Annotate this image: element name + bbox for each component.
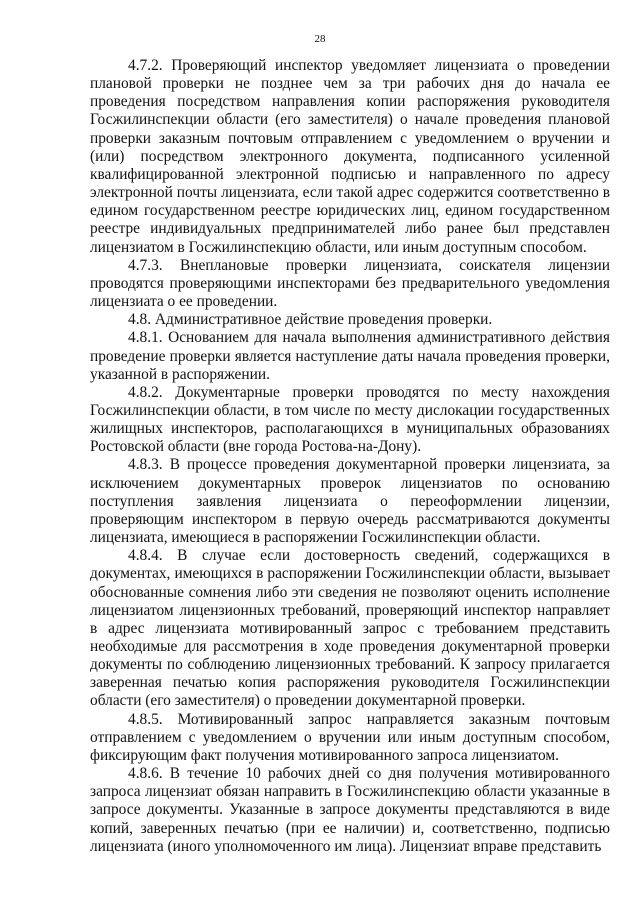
paragraph-4-7-3: 4.7.3. Внеплановые проверки лицензиата, соискателя лицензии проводятся проверяющими инспекторами без предварительного уведомления лицензиата о ее проведении. — [90, 256, 610, 311]
paragraph-4-8-6: 4.8.6. В течение 10 рабочих дней со дня получения мотивированного запроса лицензиат обязан направить в Госжилинспекцию области указанные в запросе документы. Указанные в запросе документы представляются в виде копий, заверенных печатью (при ее наличии) и, соответственно, подписью лицензиата (иного уполномоченного им лица). Лицензиат вправе представить — [90, 765, 610, 855]
page-number: 28 — [314, 33, 326, 45]
paragraph-4-8-4: 4.8.4. В случае если достоверность сведений, содержащихся в документах, имеющихся в распоряжении Госжилинспекции области, вызывает обоснованные сомнения либо эти сведения не позволяют оценить исполнение лицензиатом лицензионных требований, проверяющий инспектор направляет в адрес лицензиата мотивированный запрос с требованием представить необходимые для рассмотрения в ходе проведения документарной проверки документы по соблюдению лицензионных требований. К запросу прилагается заверенная печатью копия распоряжения руководителя Госжилинспекции области (его заместителя) о проведении документарной проверки. — [90, 547, 610, 710]
paragraph-4-8-5: 4.8.5. Мотивированный запрос направляется заказным почтовым отправлением с уведомлением о вручении или иным доступным способом, фиксирующим факт получения мотивированного запроса лицензиатом. — [90, 710, 610, 764]
paragraph-4-8-3: 4.8.3. В процессе проведения документарной проверки лицензиата, за исключением документарных проверок лицензиатов по основанию поступления заявления лицензиата о переоформлении лицензии, проверяющим инспектором в первую очередь рассматриваются документы лицензиата, имеющиеся в распоряжении Госжилинспекции области. — [90, 456, 610, 547]
document-body — [90, 57, 610, 856]
paragraph-4-8-2: 4.8.2. Документарные проверки проводятся по месту нахождения Госжилинспекции области, в том числе по месту дислокации государственных жилищных инспекторов, располагающихся в муниципальных образованиях Ростовской области (вне города Ростова-на-Дону). — [90, 383, 610, 456]
paragraph-4-8: 4.8. Административное действие проведения проверки. — [128, 311, 493, 329]
paragraph-4-8-1: 4.8.1. Основанием для начала выполнения административного действия проведение проверки является наступление даты начала проведения проверки, указанной в распоряжении. — [90, 329, 610, 383]
paragraph-4-7-2: 4.7.2. Проверяющий инспектор уведомляет лицензиата о проведении плановой проверки не позднее чем за три рабочих дня до начала ее проведения посредством направления копии распоряжения руководителя Госжилинспекции области (его заместителя) о начале проведения плановой проверки заказным почтовым отправлением с уведомлением о вручении и (или) посредством электронного документа, подписанного усиленной квалифицированной электронной подписью и направленного по адресу электронной почты лицензиата, если такой адрес содержится соответственно в едином государственном реестре юридических лиц, едином государственном реестре индивидуальных предпринимателей либо ранее был представлен лицензиатом в Госжилинспекцию области, или иным доступным способом. — [90, 57, 610, 256]
